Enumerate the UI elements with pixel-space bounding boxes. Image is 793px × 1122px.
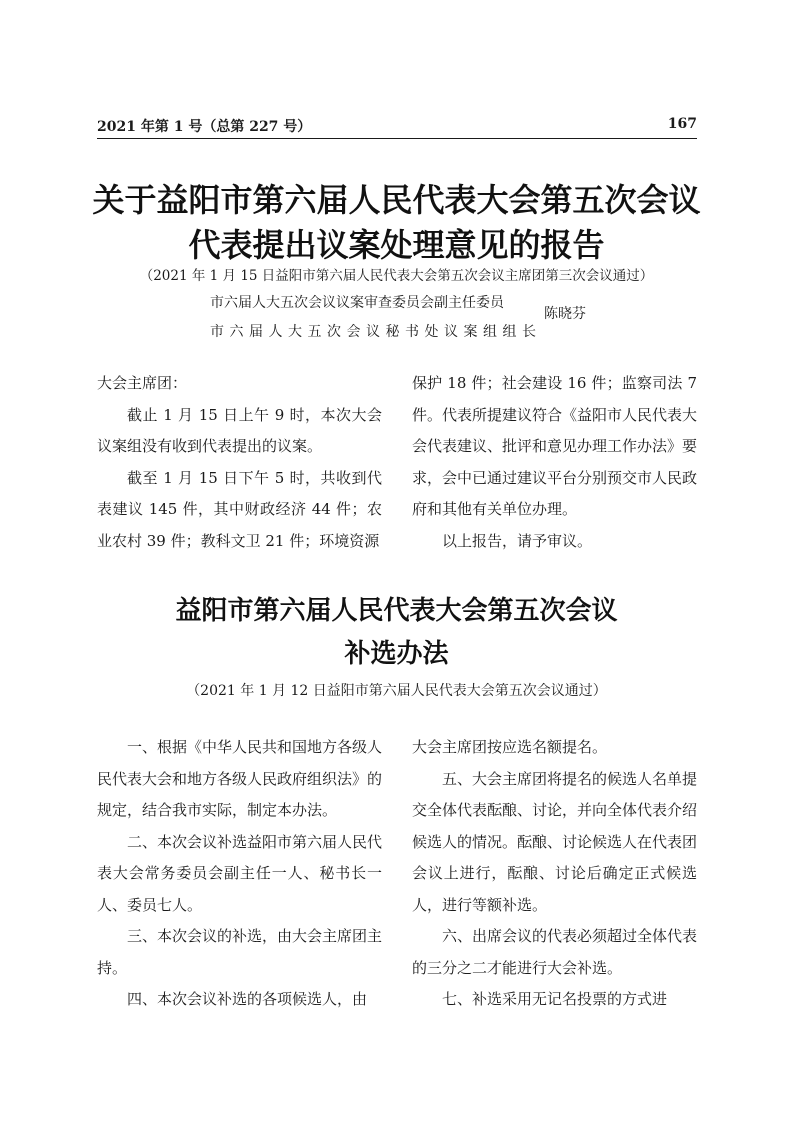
report-left-column: [97, 368, 382, 557]
page-header: [97, 116, 697, 139]
measures-paragraph: 六、出席会议的代表必须超过全体代表的三分之二才能进行大会补选。: [412, 927, 698, 977]
measures-left-column: [97, 732, 382, 1016]
measures-subtitle: （2021 年 1 月 12 日益阳市第六届人民代表大会第五次会议通过）: [186, 683, 607, 699]
report-paragraph: 以上报告，请予审议。: [442, 531, 593, 550]
measures-paragraph: 四、本次会议补选的各项候选人，由: [127, 990, 368, 1008]
report-right-column: [412, 368, 697, 557]
issue-number: 2021 年第 1 号（总第 227 号）: [97, 119, 312, 135]
report-paragraph: 截至 1 月 15 日下午 5 时，共收到代表建议 145 件，其中财政经济 44 件；农业农村 39 件；教科文卫 21 件；环境资源: [97, 468, 382, 550]
report-paragraph: 保护 18 件；社会建设 16 件；监察司法 7 件。代表所提建议符合《益阳市人民代表大会代表建议、批评和意见办理工作办法》要求，会中已通过建议平台分别预交市人民政府和其他有关单位办理。: [412, 374, 698, 518]
measures-paragraph: 七、补选采用无记名投票的方式进: [442, 990, 668, 1008]
measures-title-line1: 益阳市第六届人民代表大会第五次会议: [175, 596, 618, 626]
signatory-name: 陈晓芬: [544, 306, 586, 322]
report-title-line2: 代表提出议案处理意见的报告: [188, 226, 605, 264]
measures-paragraph: 三、本次会议的补选，由大会主席团主持。: [97, 927, 383, 977]
report-title-line1: 关于益阳市第六届人民代表大会第五次会议: [92, 181, 701, 219]
page-number: 167: [667, 116, 697, 132]
report-paragraph: 大会主席团：: [97, 374, 188, 392]
measures-paragraph: 五、大会主席团将提名的候选人名单提交全体代表酝酿、讨论，并向全体代表介绍候选人的情况。酝酿、讨论候选人在代表团会议上进行，酝酿、讨论后确定正式候选人，进行等额补选。: [412, 769, 698, 914]
signatory-roles: [210, 289, 542, 347]
measures-right-column: [412, 732, 697, 1016]
report-paragraph: 截止 1 月 15 日上午 9 时，本次大会议案组没有收到代表提出的议案。: [97, 405, 382, 455]
measures-paragraph: 一、根据《中华人民共和国地方各级人民代表大会和地方各级人民政府组织法》的规定，结合我市实际，制定本办法。: [97, 738, 383, 819]
report-subtitle: （2021 年 1 月 15 日益阳市第六届人民代表大会第五次会议主席团第三次会议通过）: [139, 268, 654, 284]
measures-title-line2: 补选办法: [344, 639, 449, 669]
measures-paragraph: 大会主席团按应选名额提名。: [412, 738, 608, 756]
signatory-role2: 市六届人大五次会议秘书处议案组组长: [210, 324, 542, 340]
signatory-role1: 市六届人大五次会议议案审查委员会副主任委员: [210, 295, 504, 311]
measures-paragraph: 二、本次会议补选益阳市第六届人民代表大会常务委员会副主任一人、秘书长一人、委员七人。: [97, 832, 383, 914]
